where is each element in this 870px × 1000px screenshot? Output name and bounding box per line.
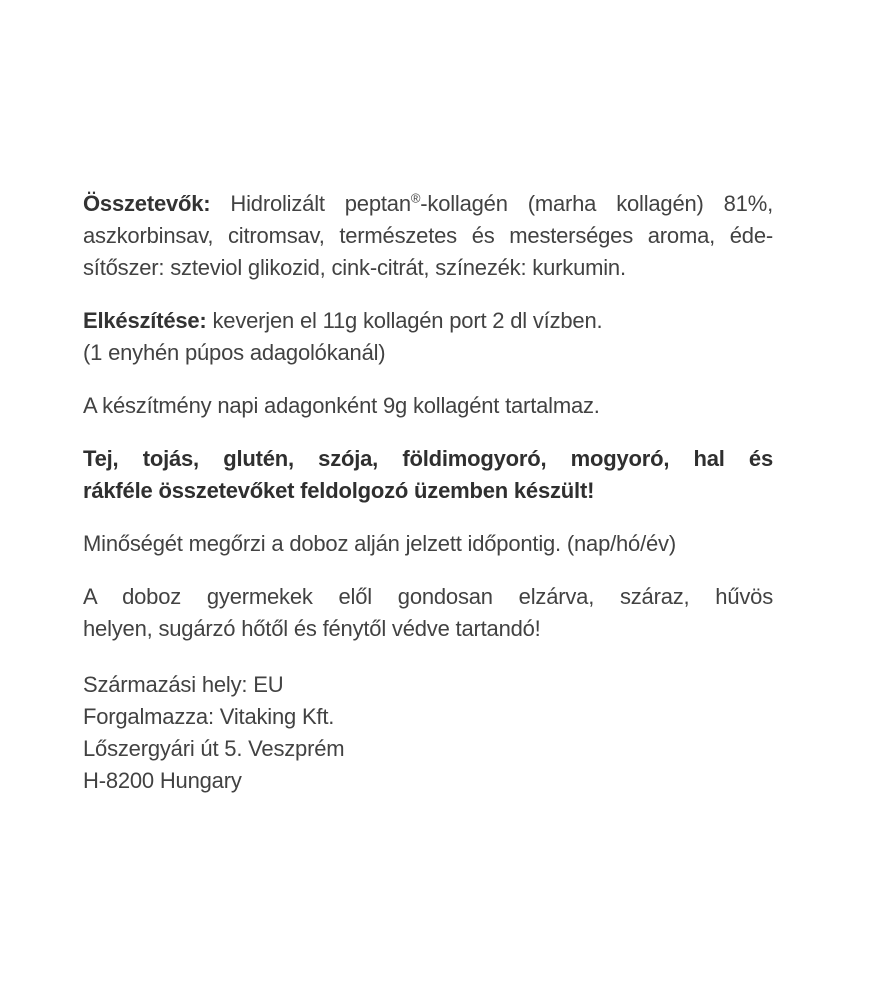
ingredients-text-before-trademark: Hidrolizált peptan [230,191,411,216]
allergen-warning-line-2: rákféle összetevőket feldolgozó üzemben készült! [83,478,595,503]
ingredients-line-3: sítőszer: szteviol glikozid, cink-citrát, színezék: kurkumin. [83,255,626,280]
storage-line-2: helyen, sugárzó hőtől és fénytől védve tartandó! [83,616,541,641]
daily-dose-text: A készítmény napi adagonként 9g kollagént tartalmaz. [83,393,600,418]
distributor-text: Forgalmazza: Vitaking Kft. [83,704,335,729]
best-before-paragraph [83,528,773,560]
preparation-line-2: (1 enyhén púpos adagolókanál) [83,340,386,365]
origin-text: Származási hely: EU [83,672,284,697]
ingredients-line-2: aszkorbinsav, citromsav, természetes és mesterséges aroma, éde- [83,223,773,248]
ingredients-heading: Összetevők: [83,191,211,216]
registered-trademark-symbol: ® [410,190,421,206]
allergen-warning-paragraph [83,443,773,507]
allergen-warning-line-1: Tej, tojás, glutén, szója, földimogyoró, mogyoró, hal és [83,446,773,471]
storage-paragraph [83,581,773,645]
product-label-text [83,188,773,818]
street-address-text: Lőszergyári út 5. Veszprém [83,736,345,761]
preparation-paragraph [83,305,773,369]
ingredients-text-after-trademark: -kollagén (marha kollagén) 81%, [420,191,773,216]
preparation-line-1 [83,305,773,337]
address-block [83,669,773,797]
preparation-instructions: keverjen el 11g kollagén port 2 dl vízben. [212,308,603,333]
storage-line-1: A doboz gyermekek elől gondosan elzárva, száraz, hűvös [83,584,773,609]
ingredients-line-1 [83,188,773,220]
ingredients-paragraph [83,188,773,284]
preparation-heading: Elkészítése: [83,308,207,333]
best-before-text: Minőségét megőrzi a doboz alján jelzett időpontig. (nap/hó/év) [83,531,676,556]
postal-code-text: H-8200 Hungary [83,768,242,793]
daily-dose-paragraph [83,390,773,422]
